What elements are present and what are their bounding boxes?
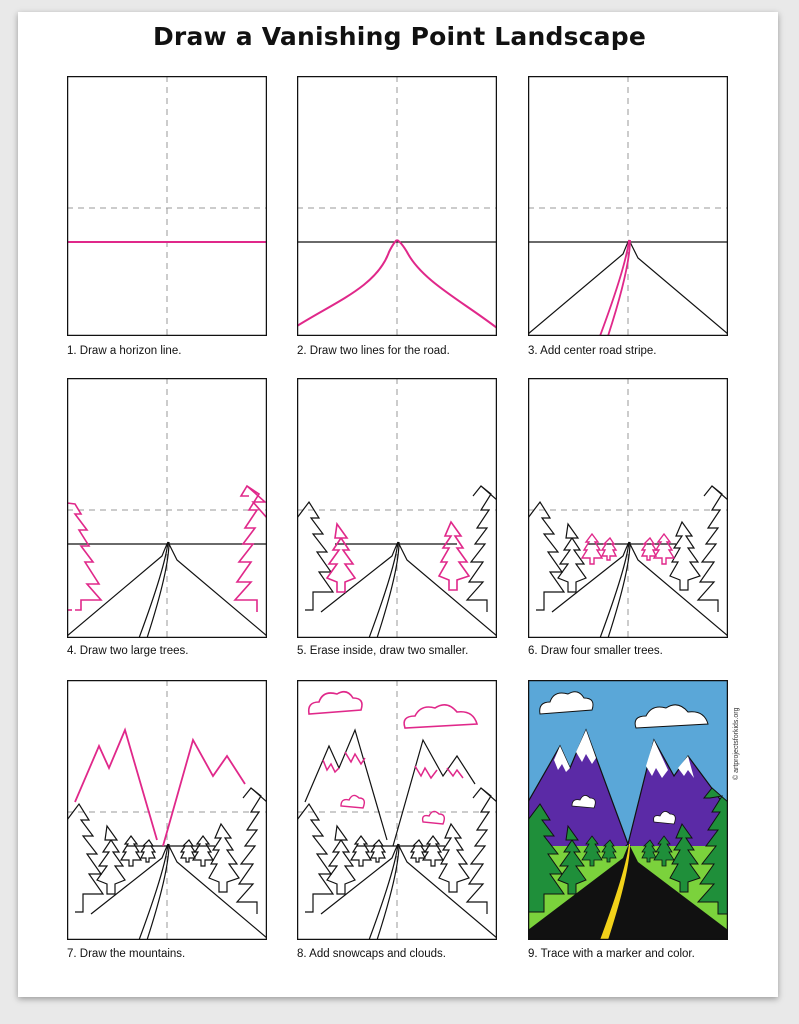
step-2-caption: 2. Draw two lines for the road.: [297, 345, 450, 357]
step-2-drawing: [297, 76, 497, 336]
step-3-caption: 3. Add center road stripe.: [528, 345, 657, 357]
step-1-drawing: [67, 76, 267, 336]
step-5-drawing: [297, 378, 497, 638]
step-4-caption: 4. Draw two large trees.: [67, 645, 189, 657]
step-7-caption: 7. Draw the mountains.: [67, 948, 186, 960]
step-8-caption: 8. Add snowcaps and clouds.: [297, 948, 446, 960]
step-4-panel: [67, 378, 267, 638]
step-6-drawing: [528, 378, 728, 638]
step-7-panel: [67, 680, 267, 940]
step-6-caption: 6. Draw four smaller trees.: [528, 645, 663, 657]
step-7-drawing: [67, 680, 267, 940]
page-title: Draw a Vanishing Point Landscape: [152, 22, 647, 51]
step-3-panel: [528, 76, 728, 336]
step-9-colored-drawing: [528, 680, 728, 940]
step-8-drawing: [297, 680, 497, 940]
step-9-caption: 9. Trace with a marker and color.: [528, 948, 695, 960]
step-2-panel: [297, 76, 497, 336]
step-5-panel: [297, 378, 497, 638]
step-5-caption: 5. Erase inside, draw two smaller.: [297, 645, 469, 657]
site-credit: © artprojectsforkids.org: [733, 707, 740, 780]
step-9-panel: [528, 680, 728, 940]
step-1-panel: [67, 76, 267, 336]
step-8-panel: [297, 680, 497, 940]
credit-holder: [733, 707, 743, 790]
step-6-panel: [528, 378, 728, 638]
step-1-caption: 1. Draw a horizon line.: [67, 345, 182, 357]
step-4-drawing: [67, 378, 267, 638]
step-3-drawing: [528, 76, 728, 336]
